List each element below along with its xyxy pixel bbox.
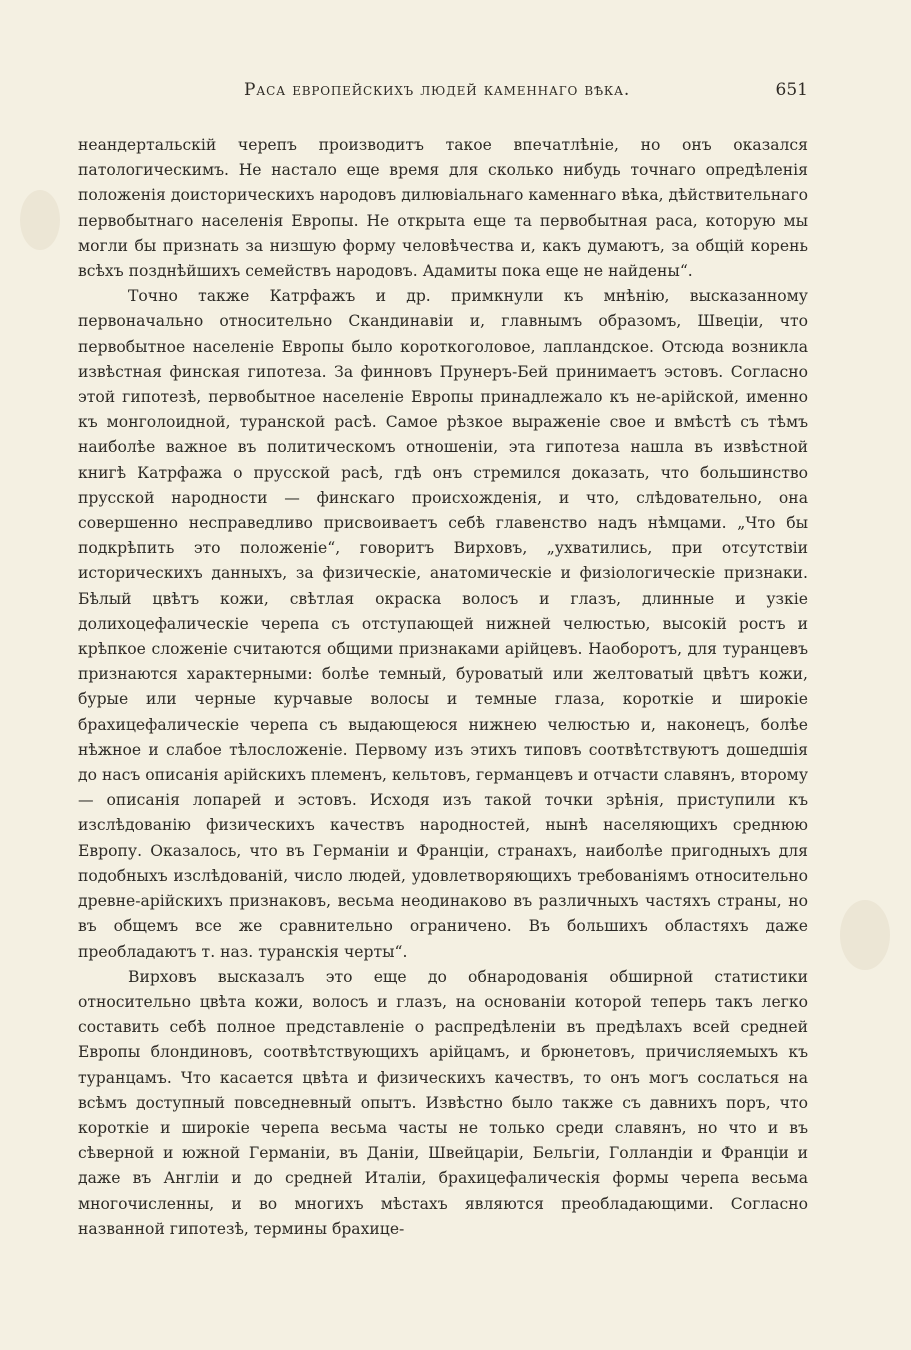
paper-stain <box>20 190 60 250</box>
page-number: 651 <box>775 80 808 100</box>
running-head <box>78 76 808 106</box>
body-text <box>78 133 808 1242</box>
running-title: Раса европейскихъ людей каменнаго вѣка. <box>244 80 631 100</box>
paragraph-3: Вирховъ высказалъ это еще до обнародованія обширной статистики относительно цвѣта кожи, волосъ и глазъ, на основаніи которой теперь такъ легко составить себѣ полное представленіе о распредѣленіи въ предѣлахъ всей средней Европы блондиновъ, соотвѣтствующихъ арійцамъ, и брюнетовъ, причисляемыхъ къ туранцамъ. Что касается цвѣта и физическихъ качествъ, то онъ могъ сослаться на всѣмъ доступный повседневный опытъ. Извѣстно было также съ давнихъ поръ, что короткіе и широкіе черепа весьма часты не только среди славянъ, но что и въ сѣверной и южной Германіи, въ Даніи, Швейцаріи, Бельгіи, Голландіи и Франціи и даже въ Англіи и до средней Италіи, брахицефалическія формы черепа весьма многочисленны, и во многихъ мѣстахъ являются преобладающими. Согласно названной гипотезѣ, термины брахице- <box>78 967 808 1238</box>
paper-stain <box>840 900 890 970</box>
paragraph-1: неандертальскій черепъ производитъ такое впечатлѣніе, но онъ оказался патологическимъ. Не настало еще время для сколько нибудь точнаго опредѣленія положенія доисторическихъ народовъ дилювіальнаго каменнаго вѣка, дѣйствительнаго первобытнаго населенія Европы. Не открыта еще та первобытная раса, которую мы могли бы признать за низшую форму человѣчества и, какъ думаютъ, за общій корень всѣхъ позднѣйшихъ семействъ народовъ. Адамиты пока еще не найдены“. <box>78 136 808 281</box>
paragraph-2: Точно также Катрфажъ и др. примкнули къ мнѣнію, высказанному первоначально относительно Скандинавіи и, главнымъ образомъ, Швеціи, что первобытное населеніе Европы было короткоголовое, лапландское. Отсюда возникла извѣстная финская гипотеза. За финновъ Прунеръ-Бей принимаетъ эстовъ. Согласно этой гипотезѣ, первобытное населеніе Европы принадлежало къ не-арійской, именно къ монголоидной, туранской расѣ. Самое рѣзкое выраженіе свое и вмѣстѣ съ тѣмъ наиболѣе важное въ политическомъ отношеніи, эта гипотеза нашла въ извѣстной книгѣ Катрфажа о прусской расѣ, гдѣ онъ стремился доказать, что большинство прусской народности — финскаго происхожденія, и что, слѣдовательно, она совершенно несправедливо присвоиваетъ себѣ главенство надъ нѣмцами. „Что бы подкрѣпить это положеніе“, говоритъ Вирховъ, „ухватились, при отсутствіи историческихъ данныхъ, за физическіе, анатомическіе и физіологическіе признаки. Бѣлый цвѣтъ кожи, свѣтлая окраска волосъ и глазъ, длинные и узкіе долихоцефалическіе черепа съ отступающей нижней челюстью, высокій ростъ и крѣпкое сложеніе считаются общими признаками арійцевъ. Наоборотъ, для туранцевъ признаются характерными: болѣе темный, буроватый или желтоватый цвѣтъ кожи, бурые или черные курчавые волосы и темные глаза, короткіе и широкіе брахицефалическіе черепа съ выдающеюся нижнею челюстью и, наконецъ, болѣе нѣжное и слабое тѣлосложеніе. Первому изъ этихъ типовъ соотвѣтствуютъ дошедшія до насъ описанія арійскихъ племенъ, кельтовъ, германцевъ и отчасти славянъ, второму — описанія лопарей и эстовъ. Исходя изъ такой точки зрѣнія, приступили къ изслѣдованію физическихъ качествъ народностей, нынѣ населяющихъ среднюю Европу. Оказалось, что въ Германіи и Франціи, странахъ, наиболѣе пригодныхъ для подобныхъ изслѣдованій, число людей, удовлетворяющихъ требованіямъ относительно древне-арійскихъ признаковъ, весьма неодинаково въ различныхъ частяхъ страны, но въ общемъ все же сравнительно ограничено. Въ большихъ областяхъ даже преобладаютъ т. наз. туранскія черты“. <box>78 287 808 961</box>
